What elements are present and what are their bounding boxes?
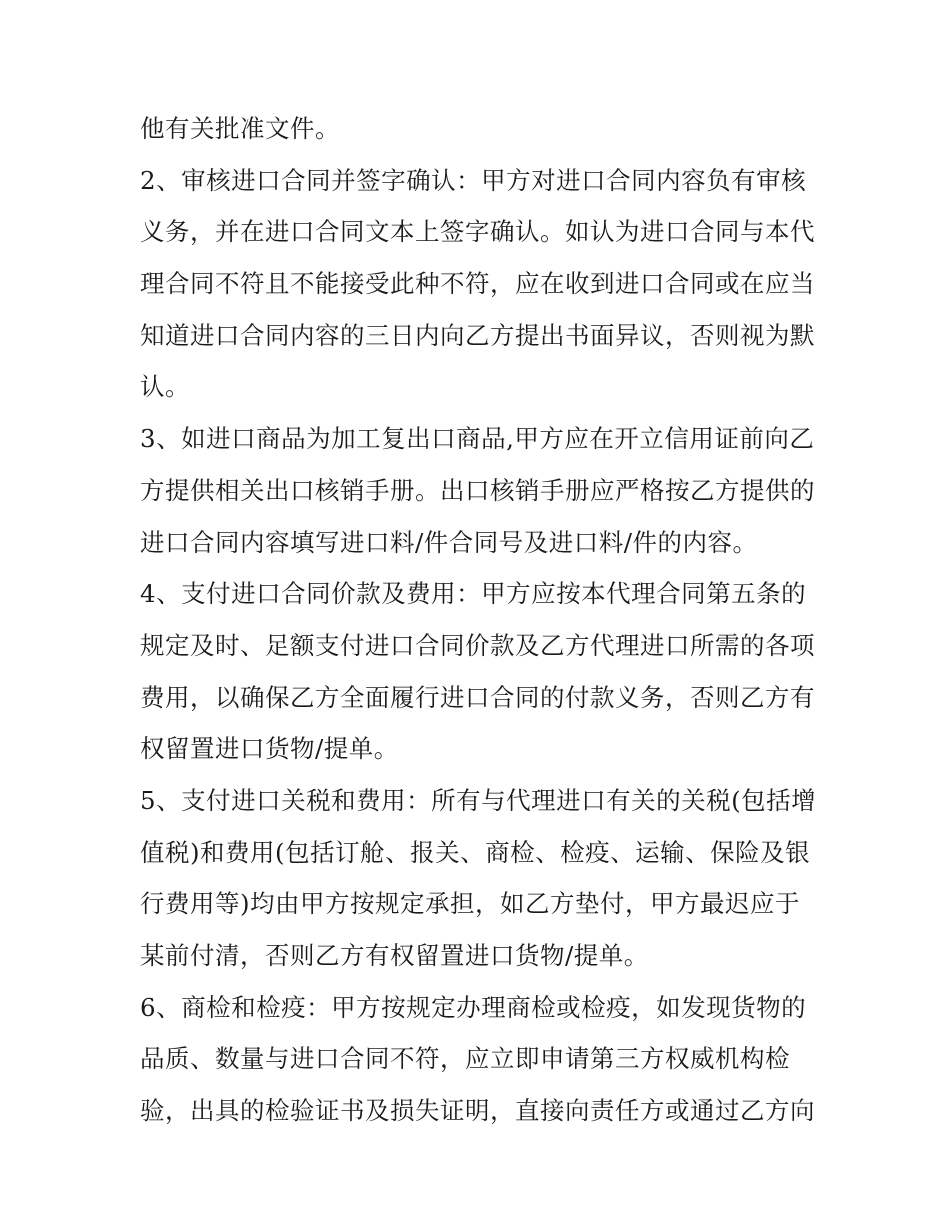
text-line: 义务，并在进口合同文本上签字确认。如认为进口合同与本代 [140, 217, 815, 247]
text-line: 方提供相关出口核销手册。出口核销手册应严格按乙方提供的 [140, 475, 815, 505]
text-line: 4、支付进口合同价款及费用：甲方应按本代理合同第五条的 [140, 579, 807, 609]
text-line: 行费用等)均由甲方按规定承担，如乙方垫付，甲方最迟应于 [140, 889, 801, 919]
contract-text-body [140, 103, 830, 1137]
text-line: 品质、数量与进口合同不符，应立即申请第三方权威机构检 [140, 1044, 790, 1074]
text-line: 3、如进口商品为加工复出口商品,甲方应在开立信用证前向乙 [140, 424, 815, 454]
text-line: 知道进口合同内容的三日内向乙方提出书面异议，否则视为默 [140, 320, 815, 350]
text-line: 6、商检和检疫：甲方按规定办理商检或检疫，如发现货物的 [140, 992, 807, 1022]
text-line: 认。 [140, 372, 190, 402]
text-line: 他有关批准文件。 [140, 114, 340, 143]
text-line: 某前付清，否则乙方有权留置进口货物/提单。 [140, 941, 649, 970]
text-line: 权留置进口货物/提单。 [140, 734, 399, 764]
text-line: 理合同不符且不能接受此种不符，应在收到进口合同或在应当 [140, 269, 815, 299]
text-line: 5、支付进口关税和费用：所有与代理进口有关的关税(包括增 [140, 785, 817, 815]
text-line: 费用，以确保乙方全面履行进口合同的付款义务，否则乙方有 [140, 682, 815, 712]
text-line: 进口合同内容填写进口料/件合同号及进口料/件的内容。 [140, 527, 758, 557]
text-line: 2、审核进口合同并签字确认：甲方对进口合同内容负有审核 [140, 165, 807, 195]
text-line: 验，出具的检验证书及损失证明，直接向责任方或通过乙方向 [140, 1096, 815, 1126]
text-line: 值税)和费用(包括订舱、报关、商检、检疫、运输、保险及银 [140, 837, 811, 867]
text-line: 规定及时、足额支付进口合同价款及乙方代理进口所需的各项 [140, 630, 815, 660]
